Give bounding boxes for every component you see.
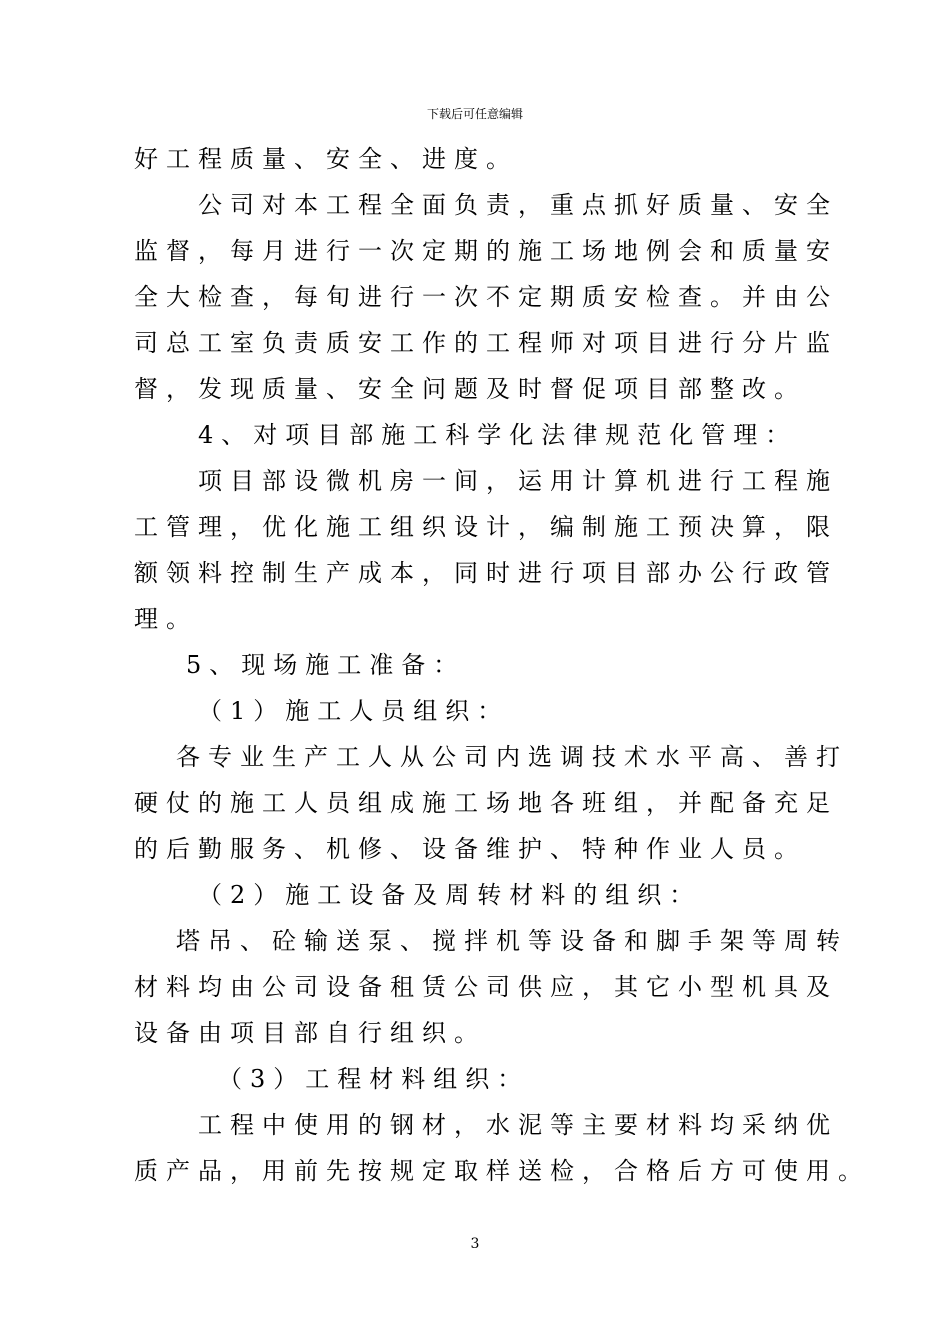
text-line: 全大检查，每旬进行一次不定期质安检查。并由公 [134,283,838,311]
subsection-heading: （2）施工设备及周转材料的组织： [198,881,702,909]
text-line: 额领料控制生产成本，同时进行项目部办公行政管 [134,559,838,587]
section-heading: 5、现场施工准备： [186,651,466,679]
text-line: 司总工室负责质安工作的工程师对项目进行分片监 [134,329,838,357]
text-line: 硬仗的施工人员组成施工场地各班组，并配备充足 [134,789,838,817]
text-line: 理。 [134,605,198,633]
text-line: 工程中使用的钢材，水泥等主要材料均采纳优 [198,1111,838,1139]
text-line: 好工程质量、安全、进度。 [134,145,518,173]
page-header-note: 下载后可任意编辑 [426,107,523,121]
text-line: 质产品，用前先按规定取样送检，合格后方可使用。 [134,1157,870,1185]
text-line: 的后勤服务、机修、设备维护、特种作业人员。 [134,835,806,863]
text-line: 工管理，优化施工组织设计，编制施工预决算，限 [134,513,838,541]
text-line: 塔吊、砼输送泵、搅拌机等设备和脚手架等周转 [176,927,848,955]
text-line: 项目部设微机房一间，运用计算机进行工程施 [198,467,838,495]
text-line: 公司对本工程全面负责，重点抓好质量、安全 [198,191,838,219]
text-line: 设备由项目部自行组织。 [134,1019,486,1047]
text-line: 材料均由公司设备租赁公司供应，其它小型机具及 [134,973,838,1001]
page-number: 3 [470,1236,480,1252]
text-line: 监督，每月进行一次定期的施工场地例会和质量安 [134,237,838,265]
document-body [134,136,870,1194]
section-heading: 4、对项目部施工科学化法律规范化管理： [198,421,798,449]
subsection-heading: （1）施工人员组织： [198,697,510,725]
subsection-heading: （3）工程材料组织： [218,1065,530,1093]
text-line: 各专业生产工人从公司内选调技术水平高、善打 [176,743,848,771]
text-line: 督，发现质量、安全问题及时督促项目部整改。 [134,375,806,403]
